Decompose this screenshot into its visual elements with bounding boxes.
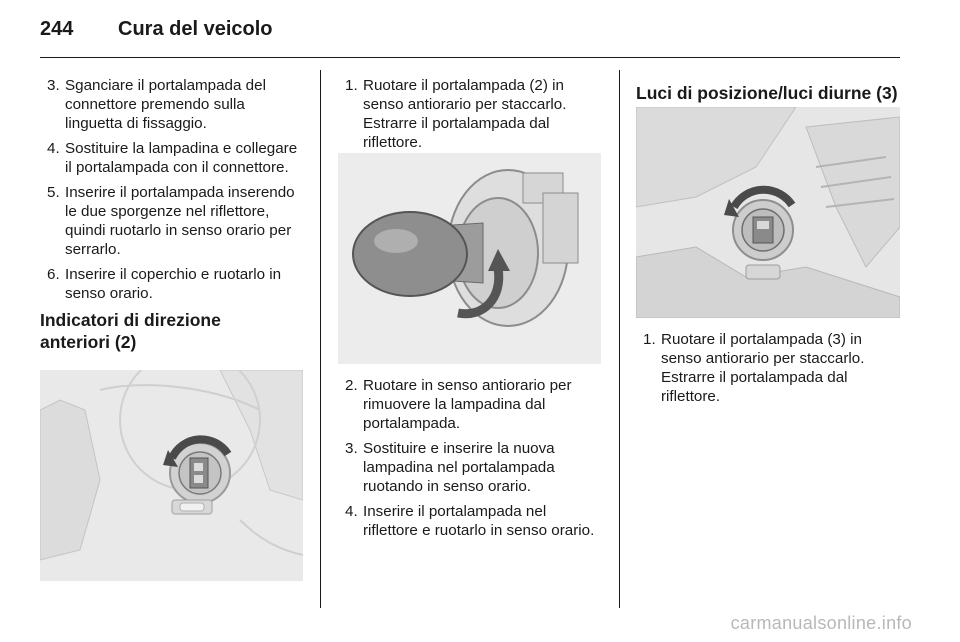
- column-2-lower: [338, 376, 604, 546]
- column-3: [636, 78, 906, 104]
- page-header: [40, 18, 273, 48]
- step-list: [338, 376, 604, 540]
- step-item: 5. Inserire il portalampada inserendo le due sporgenze nel riflettore, quindi ruotarlo in senso orario per serrarlo.: [47, 184, 295, 258]
- step-list: [40, 76, 306, 303]
- position-light-holder-drawing: [636, 107, 900, 318]
- subheading: Luci di posizione/luci diurne (3): [636, 83, 898, 103]
- column-divider-2: [619, 70, 620, 608]
- column-2: [338, 76, 604, 158]
- step-item: 6. Inserire il coperchio e ruotarlo in senso orario.: [47, 266, 282, 302]
- page-number: 244: [40, 18, 74, 40]
- step-item: 4. Inserire il portalampada nel riflettore e ruotarlo in senso orario.: [345, 503, 595, 539]
- subheading: Indicatori di direzione anteriori (2): [40, 310, 221, 352]
- step-item: 4. Sostituire la lampadina e collegare il portalampada con il connettore.: [47, 140, 298, 176]
- bulb-holder-drawing: [338, 153, 601, 364]
- column-divider-1: [320, 70, 321, 608]
- section-title: Cura del veicolo: [118, 18, 273, 40]
- step-item: 3. Sostituire e inserire la nuova lampadina nel portalampada ruotando in senso orario.: [345, 440, 555, 495]
- position-light-holder-illustration: [636, 107, 900, 318]
- step-item: 1. Ruotare il portalampada (2) in senso antiorario per staccarlo. Estrarre il portalampada dal riflettore.: [345, 77, 567, 151]
- step-list: [338, 76, 604, 152]
- column-1: [40, 76, 306, 353]
- column-3-lower: [636, 330, 904, 412]
- watermark: carmanualsonline.info: [730, 613, 912, 633]
- step-list: [636, 330, 904, 406]
- step-item: 3. Sganciare il portalampada del connettore premendo sulla linguetta di fissaggio.: [47, 77, 266, 132]
- header-rule: [40, 57, 900, 58]
- turn-signal-holder-illustration: [40, 370, 303, 581]
- step-item: 2. Ruotare in senso antiorario per rimuovere la lampadina dal portalampada.: [345, 377, 572, 432]
- turn-signal-holder-drawing: [40, 370, 303, 581]
- step-item: 1. Ruotare il portalampada (3) in senso antiorario per staccarlo. Estrarre il portalampada dal riflettore.: [643, 331, 865, 405]
- bulb-holder-illustration: [338, 153, 601, 364]
